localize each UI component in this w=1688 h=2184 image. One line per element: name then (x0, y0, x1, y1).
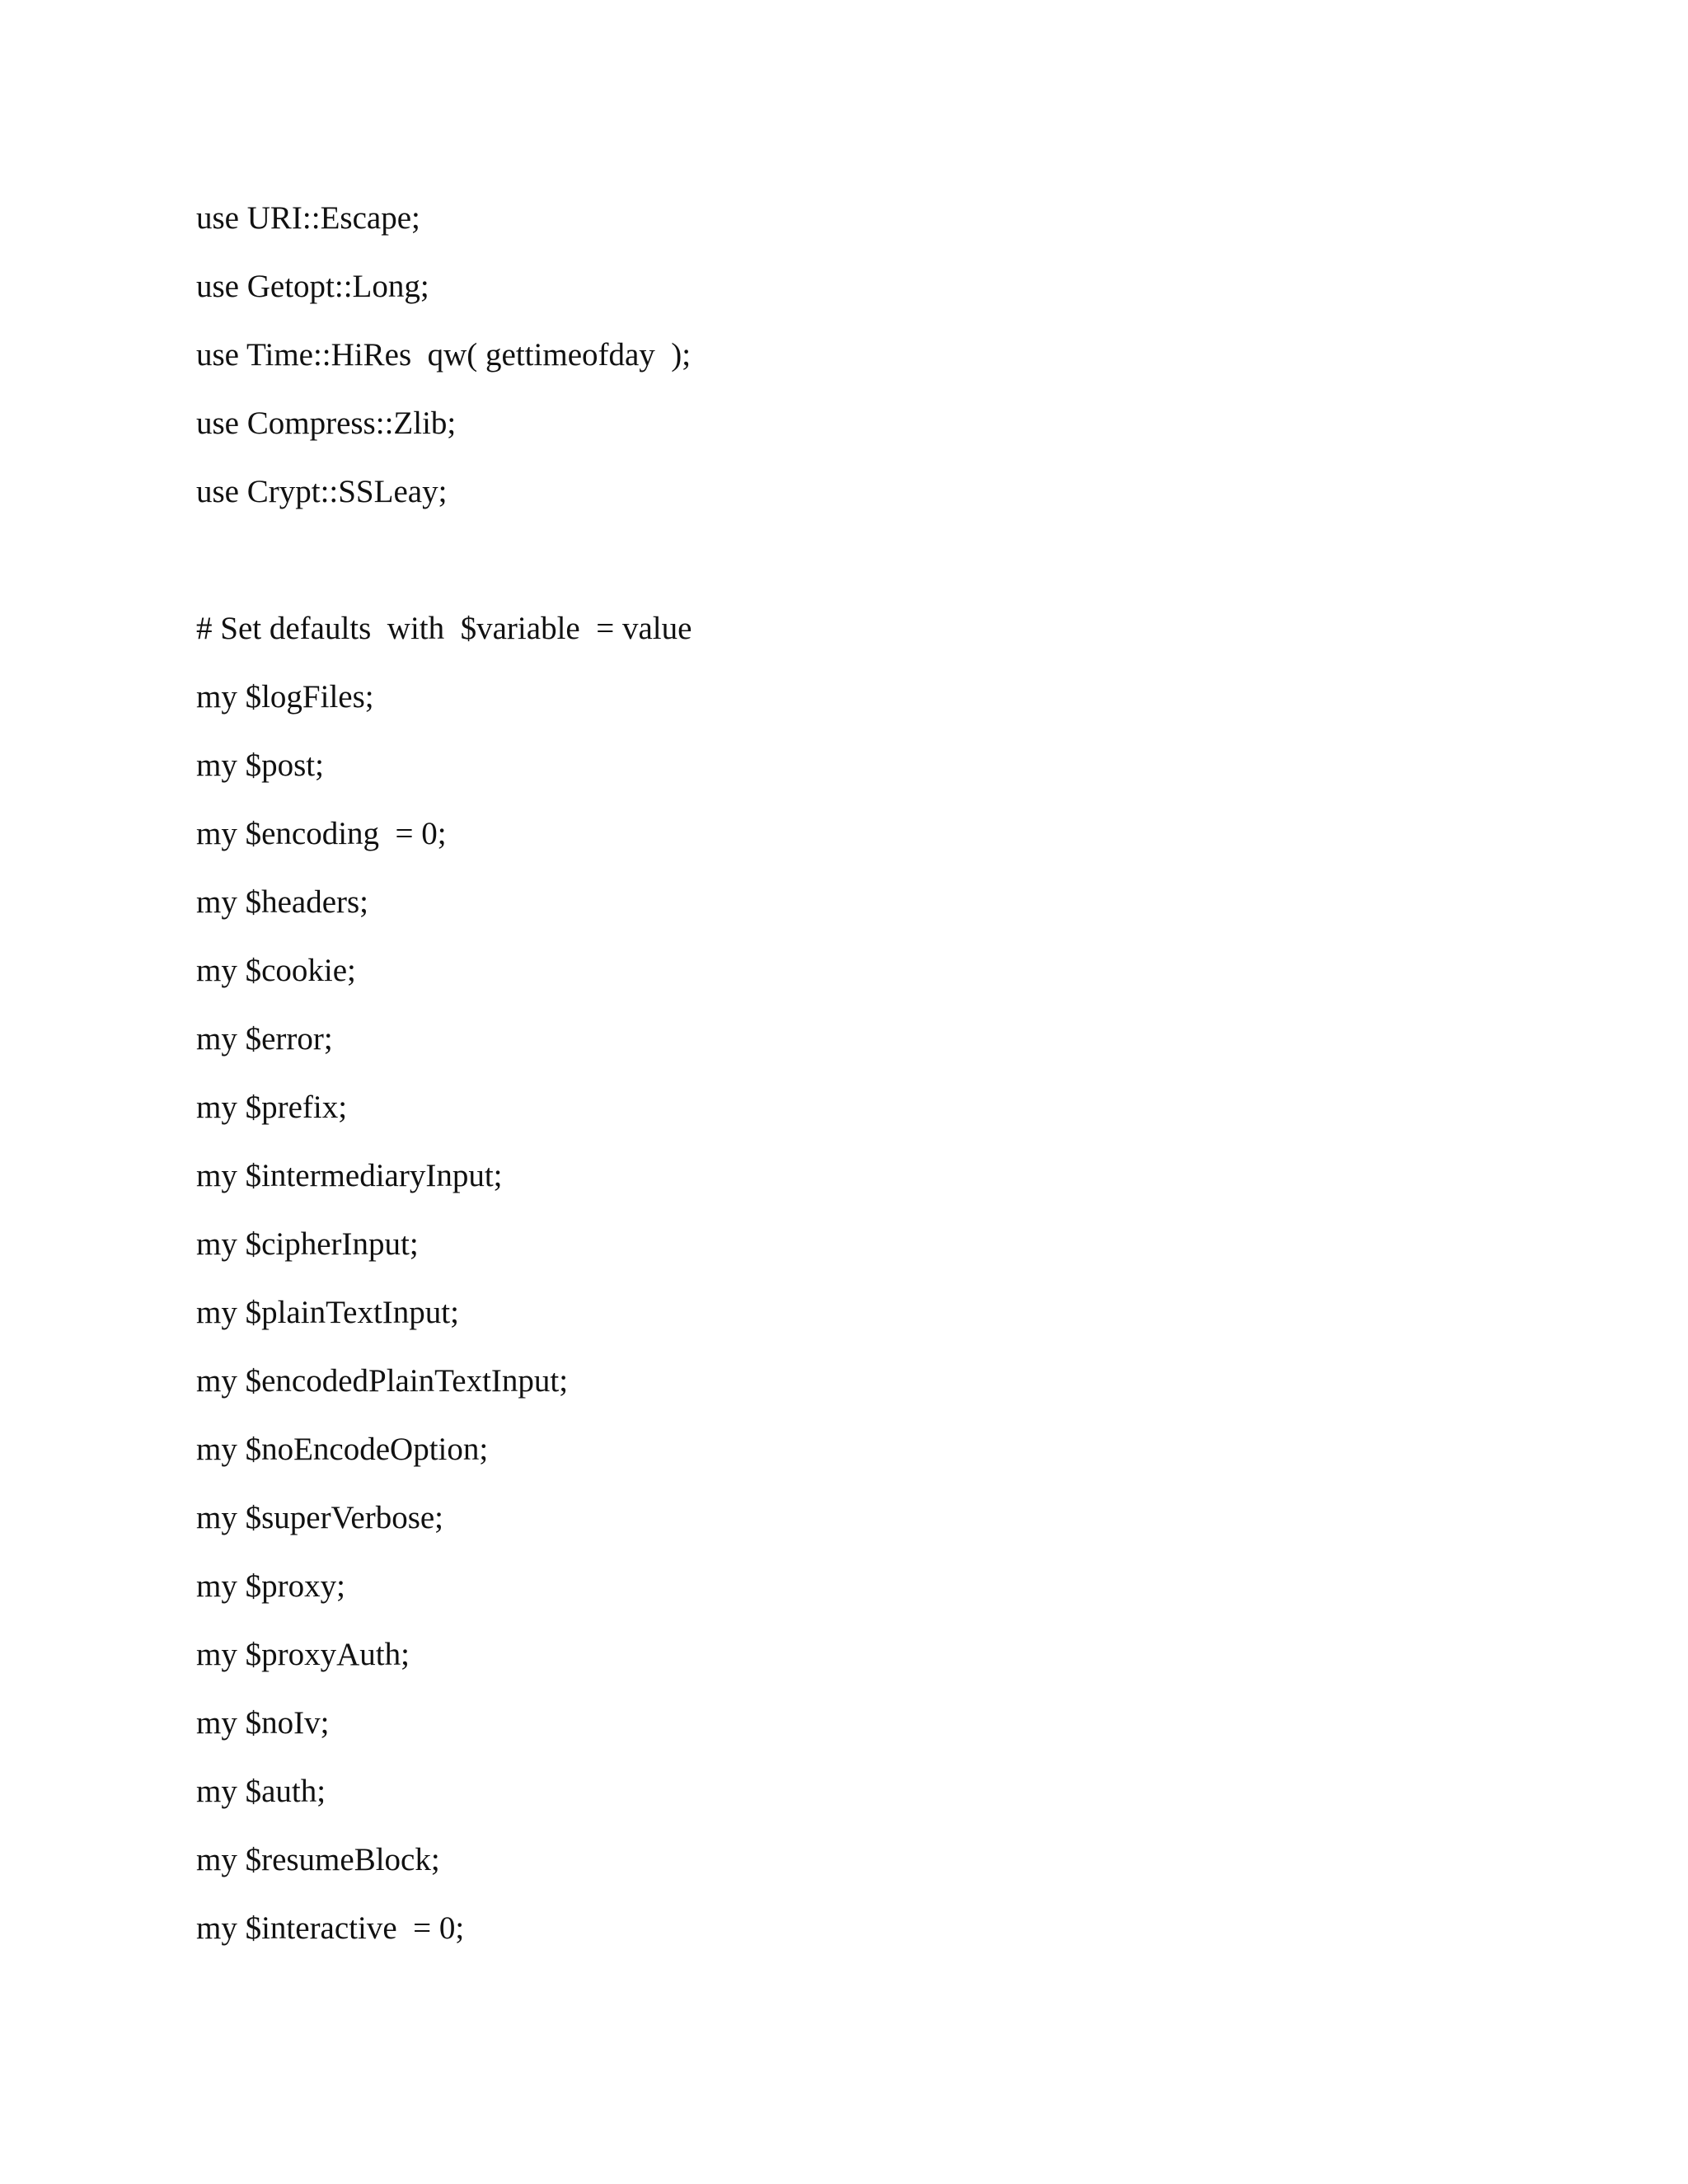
code-line: my $encoding = 0; (196, 816, 447, 851)
code-line: my $cipherInput; (196, 1226, 419, 1262)
code-line: my $plainTextInput; (196, 1295, 459, 1330)
perl-code-listing (196, 191, 692, 1970)
code-line: my $auth; (196, 1774, 326, 1809)
blank-line (196, 533, 692, 602)
code-line: use URI::Escape; (196, 200, 420, 236)
code-line: my $logFiles; (196, 679, 374, 715)
code-line: use Compress::Zlib; (196, 405, 457, 441)
code-line: my $noEncodeOption; (196, 1432, 489, 1467)
code-line: # Set defaults with $variable = value (196, 611, 692, 646)
code-line: my $proxy; (196, 1568, 345, 1604)
code-line: my $error; (196, 1021, 333, 1057)
code-line: use Getopt::Long; (196, 269, 429, 304)
code-line: my $proxyAuth; (196, 1637, 410, 1672)
code-line: my $interactive = 0; (196, 1910, 465, 1946)
code-line: use Time::HiRes qw( gettimeofday ); (196, 337, 692, 373)
code-line: my $prefix; (196, 1090, 348, 1125)
code-line: my $intermediaryInput; (196, 1158, 503, 1193)
code-line: my $headers; (196, 884, 369, 920)
code-line: my $encodedPlainTextInput; (196, 1363, 569, 1399)
code-line: my $post; (196, 748, 324, 783)
code-line: my $cookie; (196, 953, 356, 988)
code-line: my $resumeBlock; (196, 1842, 440, 1877)
code-line: my $noIv; (196, 1705, 330, 1741)
code-line: my $superVerbose; (196, 1500, 444, 1535)
code-line: use Crypt::SSLeay; (196, 474, 448, 509)
